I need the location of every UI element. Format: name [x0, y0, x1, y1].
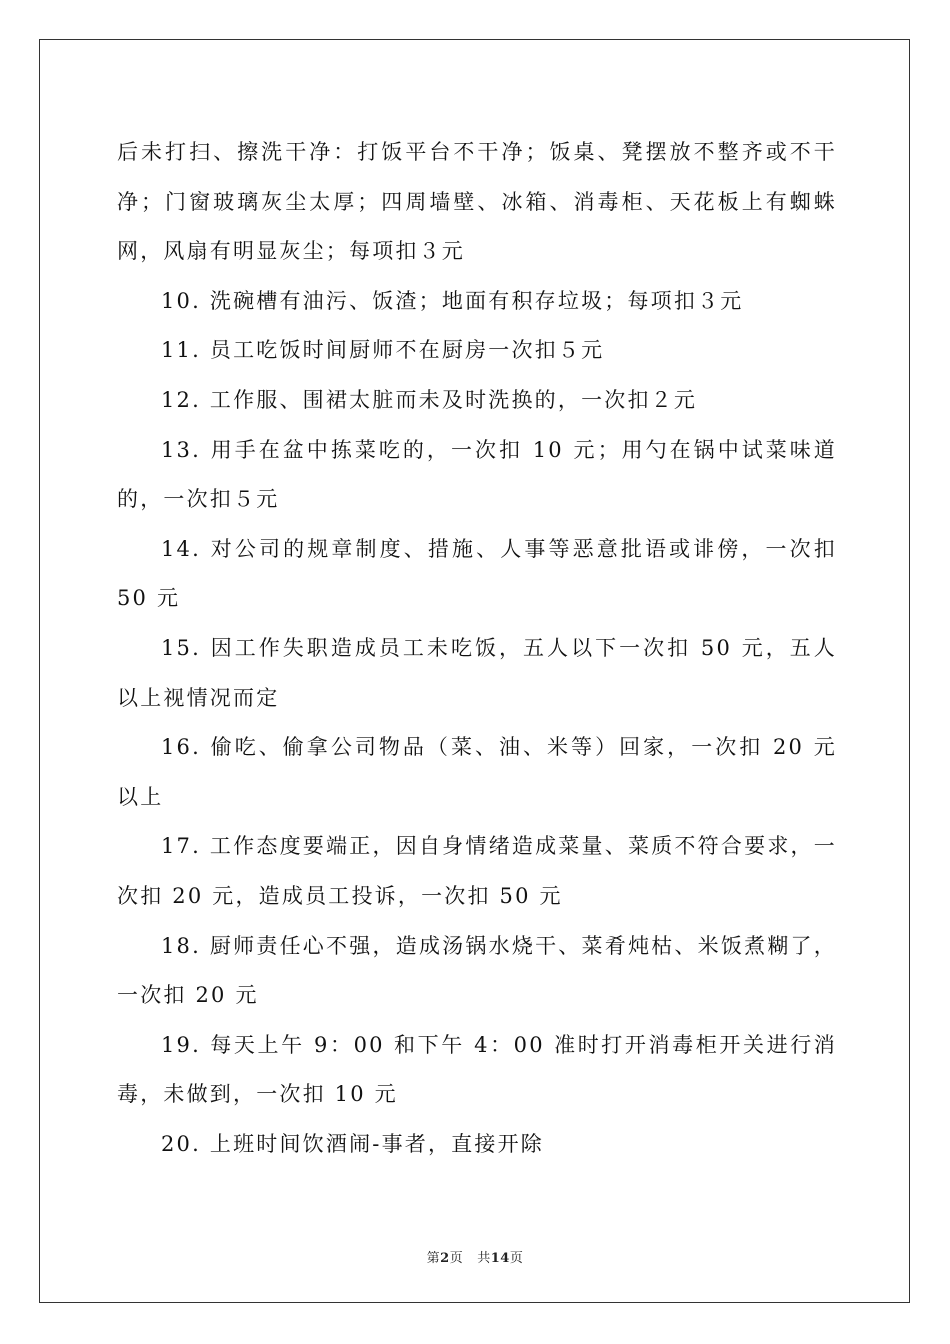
total-suffix: 页: [509, 1251, 524, 1266]
list-item-15: 15. 因工作失职造成员工未吃饭，五人以下一次扣 50 元，五人以上视情况而定: [117, 635, 837, 710]
list-item-14: 14. 对公司的规章制度、措施、人事等恶意批语或诽傍，一次扣 50 元: [117, 536, 837, 611]
paragraph-continuation: 后未打扫、擦洗干净：打饭平台不干净；饭桌、凳摆放不整齐或不干净；门窗玻璃灰尘太厚；四周墙壁、冰箱、消毒柜、天花板上有蜘蛛网，风扇有明显灰尘；每项扣３元: [117, 140, 837, 264]
page-number: 2: [440, 1251, 450, 1266]
list-item-11: 11. 员工吃饭时间厨师不在厨房一次扣５元: [161, 338, 605, 363]
page-footer: [0, 1247, 950, 1266]
list-item-10: 10. 洗碗槽有油污、饭渣；地面有积存垃圾；每项扣３元: [161, 288, 744, 313]
document-body: [117, 128, 837, 1169]
list-item-19: 19. 每天上午 9：00 和下午 4：00 准时打开消毒柜开关进行消毒，未做到，一次扣 10 元: [117, 1032, 837, 1107]
list-item-12: 12. 工作服、围裙太脏而未及时洗换的，一次扣２元: [161, 387, 698, 412]
list-item-16: 16. 偷吃、偷拿公司物品（菜、油、米等）回家，一次扣 20 元以上: [117, 735, 837, 809]
list-item-20: 20. 上班时间饮酒闹-事者，直接开除: [161, 1131, 544, 1156]
page-prefix: 第: [426, 1251, 441, 1266]
list-item-13: 13. 用手在盆中拣菜吃的，一次扣 10 元；用勺在锅中试菜味道的，一次扣５元: [117, 437, 837, 512]
total-prefix: 共: [477, 1251, 491, 1266]
page-suffix: 页: [449, 1251, 464, 1266]
list-item-18: 18. 厨师责任心不强，造成汤锅水烧干、菜肴炖枯、米饭煮糊了，一次扣 20 元: [117, 933, 837, 1008]
list-item-17: 17. 工作态度要端正，因自身情绪造成菜量、菜质不符合要求，一次扣 20 元，造成员工投诉，一次扣 50 元: [117, 834, 837, 908]
page-total: 14: [490, 1251, 510, 1266]
